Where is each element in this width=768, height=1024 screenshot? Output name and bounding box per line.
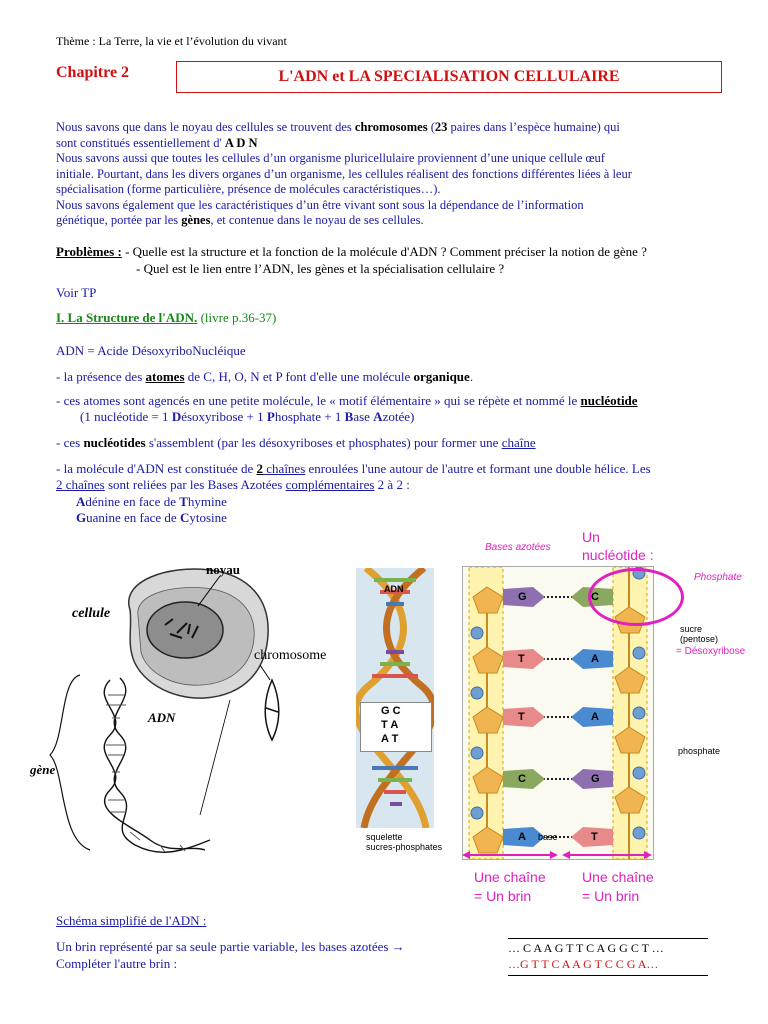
intro-paragraph: Nous savons que dans le noyau des cellules se trouvent des chromosomes (23 paires dans l’espèce humaine) qui sont constitués essentiellement d' A D N Nous savons aussi que toutes les cellules d’un organisme pluricellulaire proviennent d’une unique cellule œuf initiale. Pourtant, dans les divers organes d’un organisme, les cellules réalisent des fonctions différentes liées à leur spécialisation (forme particulière, présence de molécules caractéristiques…). Nous savons également que les caractéristiques d’un être vivant sont sous la dépendance de l’information génétique, portée par les gènes, et contenue dans le noyau de ses cellules. [56,120,632,227]
label-adn-small: ADN [384,584,404,594]
base-left-1: G [518,591,527,603]
helix-zoom-box [360,702,432,752]
problems-line-1: Problèmes : - Quelle est la structure et la fonction de la molécule d'ADN ? Comment préciser la notion de gène ? [56,244,647,259]
label-bases-azotees: Bases azotées [485,542,551,553]
nucleotide-formula: (1 nucléotide = 1 Désoxyribose + 1 Phosphate + 1 Base Azotée) [80,409,415,424]
label-un-nucleotide: Un nucléotide : [582,529,654,563]
pair-guanine-cytosine: Guanine en face de Cytosine [76,510,227,525]
figure-dna-structure [346,528,766,908]
label-phosphate: phosphate [678,746,721,756]
chapter-title-box [176,61,722,93]
bullet-atoms: - la présence des atomes de C, H, O, N et P font d'elle une molécule organique. [56,369,474,384]
chapter-title: L'ADN et LA SPECIALISATION CELLULAIRE [278,68,620,85]
label-chain-2: Une chaîne = Un brin [582,869,654,904]
base-left-4: C [518,773,526,785]
chapter-label: Chapitre 2 [56,64,130,81]
bullet-double-helix-2: 2 chaînes sont reliées par les Bases Azotées complémentaires 2 à 2 : [56,477,410,492]
schema-line-2: Compléter l'autre brin : [56,956,178,971]
label-cellule: cellule [72,606,111,621]
label-adn: ADN [148,710,176,725]
base-right-4: G [591,773,600,785]
bullet-chain: - ces nucléotides s'assemblent (par les désoxyriboses et phosphates) pour former une chaîne [56,435,536,450]
strip-top: G C [381,705,401,717]
cell-dna-illustration [20,540,340,870]
nucleotide-circle [588,568,684,626]
chain-arrows [462,848,652,862]
strip-bot: A T [381,733,399,745]
base-right-5: T [591,831,598,843]
bullet-double-helix: - la molécule d'ADN est constituée de 2 chaînes enroulées l'une autour de l'autre et formant une double hélice. Les [56,461,651,476]
base-right-2: A [591,653,599,665]
base-right-3: A [591,711,599,723]
figure-cell-to-dna [20,540,340,870]
label-desoxyribose: = Désoxyribose [676,646,746,657]
strip-mid: T A [381,719,399,731]
base-left-2: T [518,653,525,665]
pair-adenine-thymine: Adénine en face de Thymine [76,494,227,509]
helix-panel [356,568,434,828]
voir-tp: Voir TP [56,285,97,300]
label-noyau: noyau [206,562,240,577]
schema-line-1: Un brin représenté par sa seule partie variable, les bases azotées → [56,939,405,954]
theme-line: Thème : La Terre, la vie et l’évolution du vivant [56,34,287,48]
label-squelette: squelette sucres-phosphates [366,832,443,852]
base-right-1: C [591,591,599,603]
label-sucre: sucre (pentose) [680,624,719,644]
adn-definition: ADN = Acide DésoxyriboNucléique [56,343,246,358]
label-base: base [538,832,558,842]
sequence-box [508,938,708,976]
sequence-complement: …G T T C A A G T C C G A… [508,957,659,971]
label-chain-1: Une chaîne = Un brin [474,869,546,904]
sequence-given: … C A A G T T C A G G C T … [508,941,664,955]
base-left-3: T [518,711,525,723]
base-left-5: A [518,831,526,843]
schema-title: Schéma simplifié de l'ADN : [56,913,207,928]
section-1-heading: I. La Structure de l'ADN. (livre p.36-37) [56,310,277,325]
bullet-nucleotide: - ces atomes sont agencés en une petite molécule, le « motif élémentaire » qui se répète et nommé le nucléotide [56,393,638,408]
label-gene: gène [30,762,56,777]
label-chromosome: chromosome [254,648,327,663]
helix-drawing [356,568,434,828]
problems-line-2: - Quel est le lien entre l’ADN, les gènes et la spécialisation cellulaire ? [136,261,505,276]
label-phosphate-top: Phosphate [694,572,742,583]
